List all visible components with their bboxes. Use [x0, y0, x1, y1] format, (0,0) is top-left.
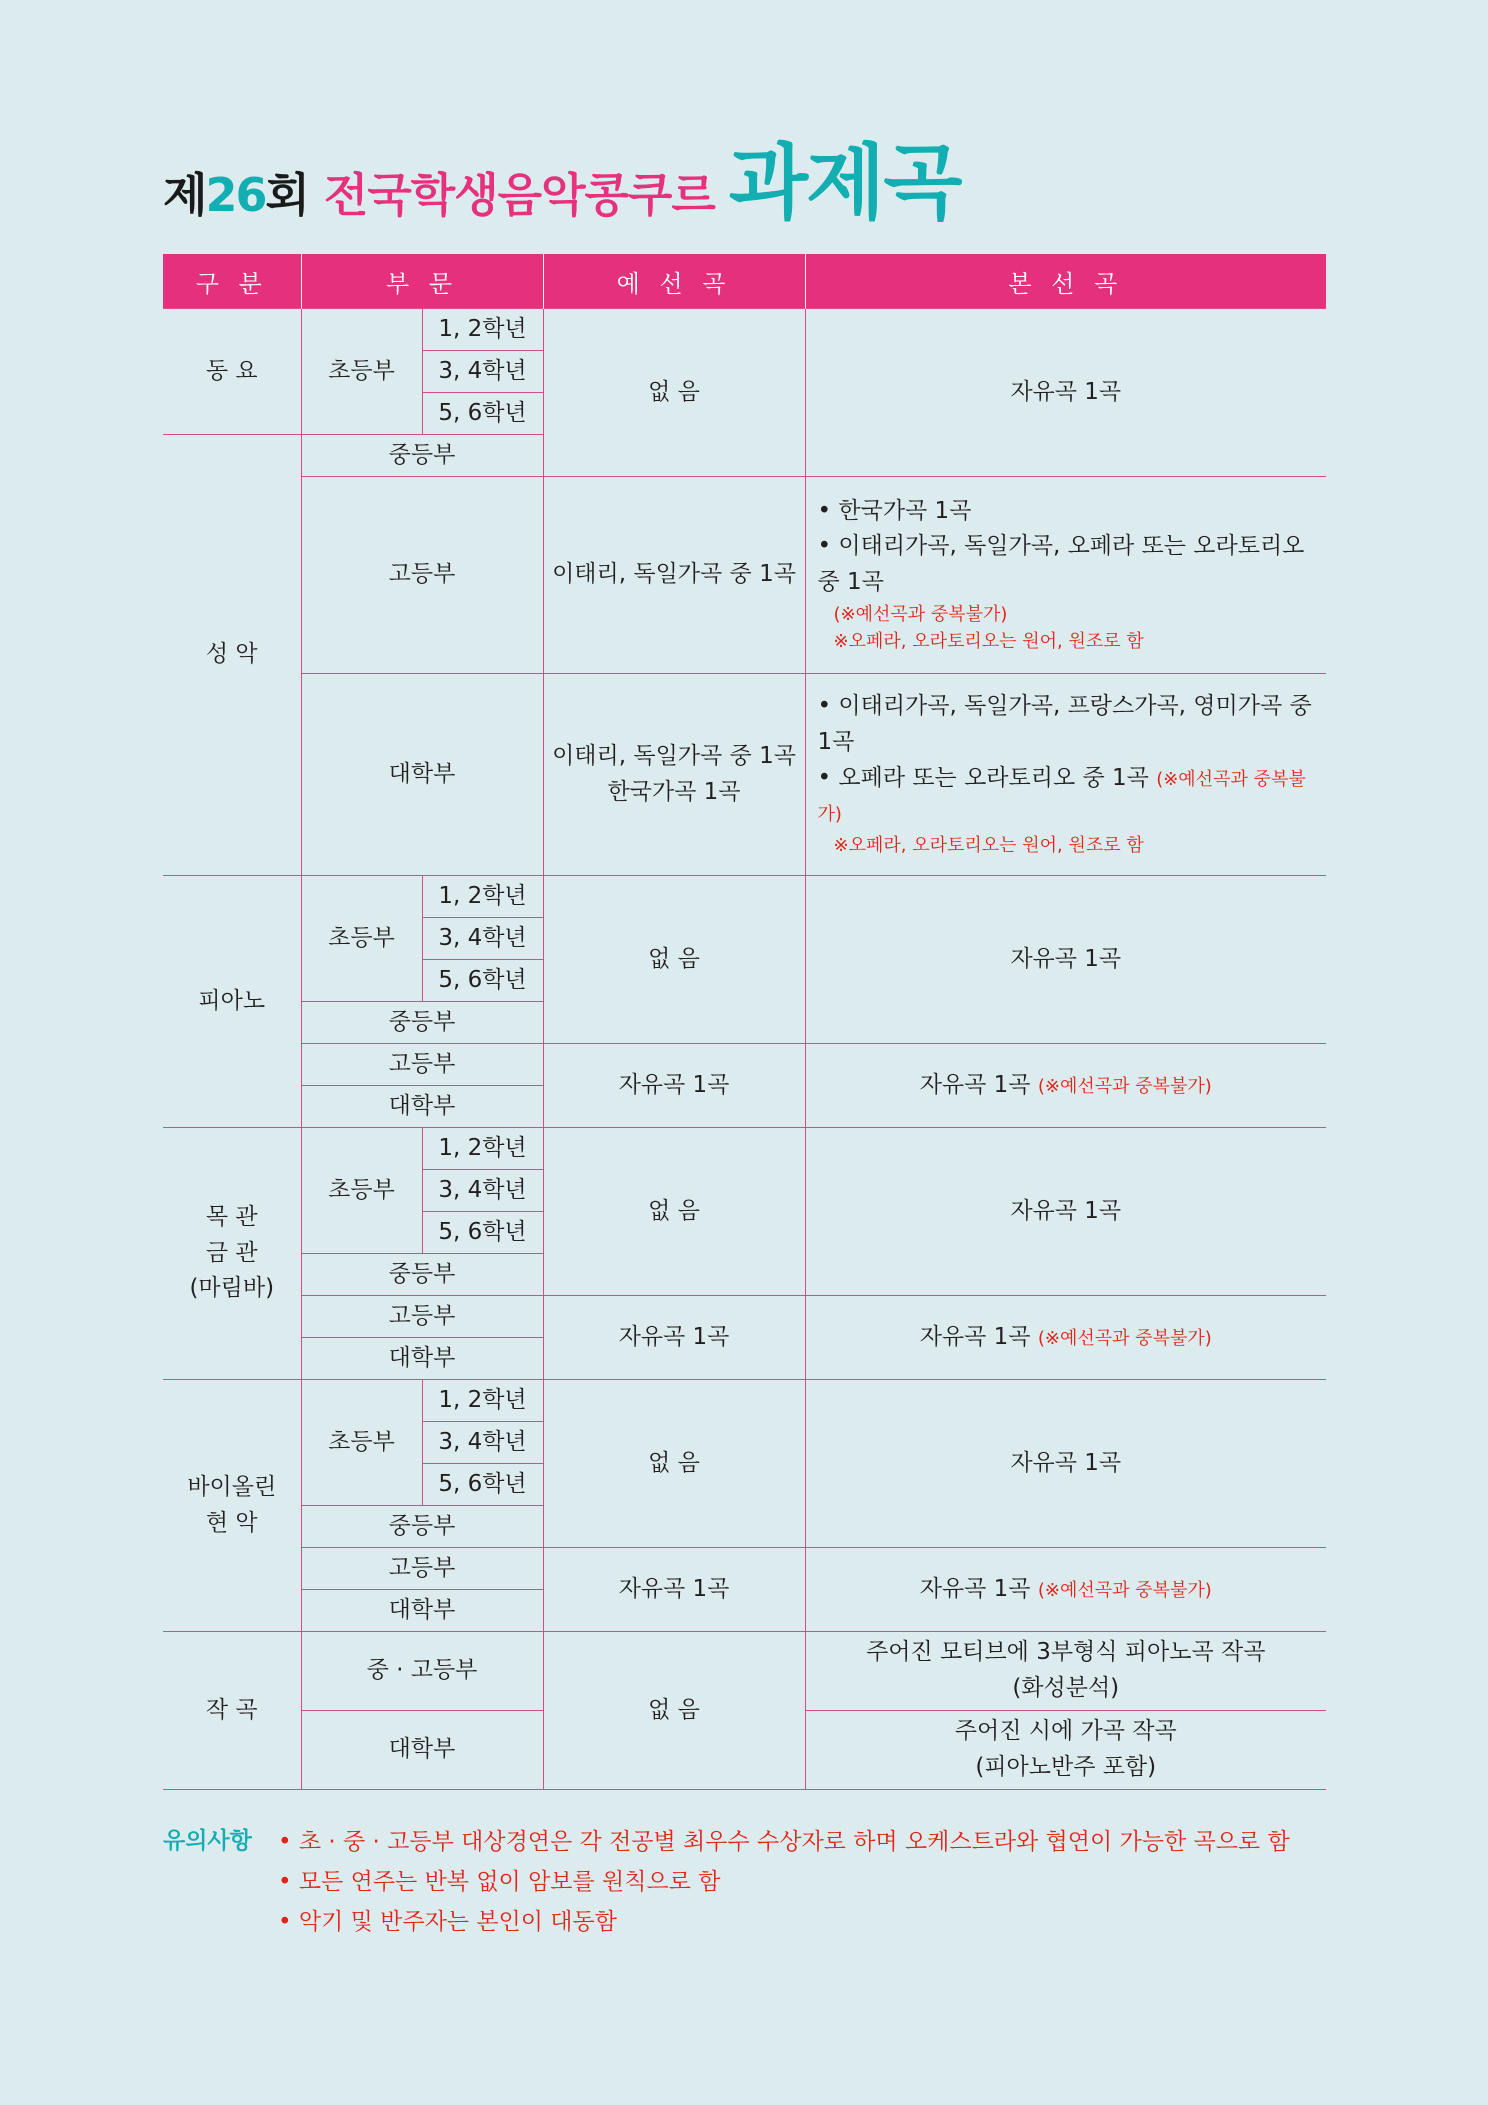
section-winds-line: 금 관 — [205, 1239, 258, 1266]
prelim-cell — [543, 674, 805, 876]
final-cell: 자유곡 1곡 — [805, 1380, 1326, 1548]
division-univ: 대학부 — [301, 674, 543, 876]
section-strings-line: 현 악 — [205, 1509, 258, 1536]
final-line: (피아노반주 포함) — [975, 1754, 1157, 1780]
notes-label: 유의사항 — [163, 1828, 252, 1854]
prelim-cell: 없 음 — [543, 876, 805, 1044]
division-elementary: 초등부 — [301, 1380, 422, 1506]
section-strings — [163, 1380, 301, 1632]
title-prefix: 제 — [163, 168, 206, 222]
final-line-text: • 오페라 또는 오라토리오 중 1곡 — [817, 764, 1157, 791]
division-high: 고등부 — [301, 1044, 543, 1086]
final-line: (화성분석) — [1012, 1675, 1120, 1701]
final-note: (※예선곡과 중복불가) — [817, 768, 1306, 826]
header-prelim: 예 선 곡 — [543, 254, 805, 309]
final-cell — [805, 477, 1326, 674]
grade-cell: 1, 2학년 — [422, 876, 543, 918]
final-line: 주어진 모티브에 3부형식 피아노곡 작곡 — [866, 1639, 1266, 1666]
division-middle: 중등부 — [301, 1254, 543, 1296]
section-vocal: 성 악 — [163, 435, 301, 876]
repertoire-table — [163, 254, 1326, 1790]
division-elementary: 초등부 — [301, 1128, 422, 1254]
final-text: 자유곡 1곡 — [919, 1323, 1031, 1350]
final-line: • 이태리가곡, 독일가곡, 프랑스가곡, 영미가곡 중 1곡 — [817, 693, 1312, 755]
final-cell — [805, 1296, 1326, 1380]
final-line — [818, 761, 1323, 832]
division-high: 고등부 — [301, 1548, 543, 1590]
section-strings-line: 바이올린 — [187, 1473, 277, 1500]
note-item: • 모든 연주는 반복 없이 암보를 원칙으로 함 — [278, 1869, 721, 1895]
prelim-line: 이태리, 독일가곡 중 1곡 — [552, 742, 796, 769]
header-division: 부 문 — [301, 254, 543, 309]
final-cell: 자유곡 1곡 — [805, 309, 1326, 477]
final-cell: 자유곡 1곡 — [805, 1128, 1326, 1296]
title-number: 26 — [205, 168, 266, 222]
final-note: ※오페라, 오라토리오는 원어, 원조로 함 — [833, 631, 1144, 653]
final-cell — [805, 674, 1326, 876]
grade-cell: 3, 4학년 — [422, 918, 543, 960]
division-middle: 중등부 — [301, 1002, 543, 1044]
final-line: • 이태리가곡, 독일가곡, 오페라 또는 오라토리오 중 1곡 — [817, 533, 1305, 595]
notes-section — [163, 1822, 1290, 1942]
prelim-line: 한국가곡 1곡 — [607, 778, 741, 805]
final-cell: 자유곡 1곡 — [805, 876, 1326, 1044]
final-cell — [805, 1044, 1326, 1128]
section-winds-line: (마림바) — [189, 1275, 275, 1302]
division-high: 고등부 — [301, 477, 543, 674]
division-high: 고등부 — [301, 1296, 543, 1338]
grade-cell: 5, 6학년 — [422, 1464, 543, 1506]
final-note: (※예선곡과 중복불가) — [1037, 1327, 1212, 1349]
final-cell — [805, 1711, 1326, 1790]
prelim-cell: 없 음 — [543, 1128, 805, 1296]
division-elementary: 초등부 — [301, 876, 422, 1002]
header-category: 구 분 — [163, 254, 301, 309]
final-text: 자유곡 1곡 — [919, 1575, 1031, 1602]
division-middle: 중등부 — [301, 435, 543, 477]
section-composition: 작 곡 — [163, 1632, 301, 1790]
prelim-cell: 자유곡 1곡 — [543, 1044, 805, 1128]
division-elementary: 초등부 — [301, 309, 422, 435]
grade-cell: 3, 4학년 — [422, 351, 543, 393]
final-text: 자유곡 1곡 — [919, 1071, 1031, 1098]
final-line: 주어진 시에 가곡 작곡 — [954, 1718, 1177, 1745]
grade-cell: 3, 4학년 — [422, 1170, 543, 1212]
final-note: (※예선곡과 중복불가) — [1037, 1579, 1212, 1601]
grade-cell: 1, 2학년 — [422, 309, 543, 351]
division-univ: 대학부 — [301, 1086, 543, 1128]
final-note: ※오페라, 오라토리오는 원어, 원조로 함 — [833, 834, 1144, 856]
notes-list — [278, 1822, 1290, 1942]
grade-cell: 1, 2학년 — [422, 1380, 543, 1422]
prelim-cell: 자유곡 1곡 — [543, 1548, 805, 1632]
title-suffix: 회 — [265, 168, 308, 222]
grade-cell: 5, 6학년 — [422, 393, 543, 435]
division-univ: 대학부 — [301, 1590, 543, 1632]
prelim-cell: 자유곡 1곡 — [543, 1296, 805, 1380]
grade-cell: 3, 4학년 — [422, 1422, 543, 1464]
section-dongyo: 동 요 — [163, 309, 301, 435]
note-item: • 악기 및 반주자는 본인이 대동함 — [278, 1909, 617, 1935]
prelim-cell: 없 음 — [543, 1380, 805, 1548]
section-winds — [163, 1128, 301, 1380]
final-note: (※예선곡과 중복불가) — [1037, 1075, 1212, 1097]
final-line: • 한국가곡 1곡 — [817, 497, 972, 524]
division-middle-high: 중 · 고등부 — [301, 1632, 543, 1711]
grade-cell: 1, 2학년 — [422, 1128, 543, 1170]
final-cell — [805, 1632, 1326, 1711]
grade-cell: 5, 6학년 — [422, 960, 543, 1002]
title-main: 과제곡 — [728, 136, 961, 231]
header-final: 본 선 곡 — [805, 254, 1326, 309]
note-item: • 초 · 중 · 고등부 대상경연은 각 전공별 최우수 수상자로 하며 오케스트라와 협연이 가능한 곡으로 함 — [278, 1829, 1290, 1855]
section-piano: 피아노 — [163, 876, 301, 1128]
division-univ: 대학부 — [301, 1338, 543, 1380]
final-note: (※예선곡과 중복불가) — [833, 603, 1008, 625]
prelim-cell: 없 음 — [543, 309, 805, 477]
division-univ: 대학부 — [301, 1711, 543, 1790]
prelim-cell: 없 음 — [543, 1632, 805, 1790]
division-middle: 중등부 — [301, 1506, 543, 1548]
final-cell — [805, 1548, 1326, 1632]
prelim-cell: 이태리, 독일가곡 중 1곡 — [543, 477, 805, 674]
section-winds-line: 목 관 — [205, 1204, 258, 1231]
page-title — [163, 118, 960, 235]
title-contest-name: 전국학생음악콩쿠르 — [323, 168, 715, 222]
grade-cell: 5, 6학년 — [422, 1212, 543, 1254]
